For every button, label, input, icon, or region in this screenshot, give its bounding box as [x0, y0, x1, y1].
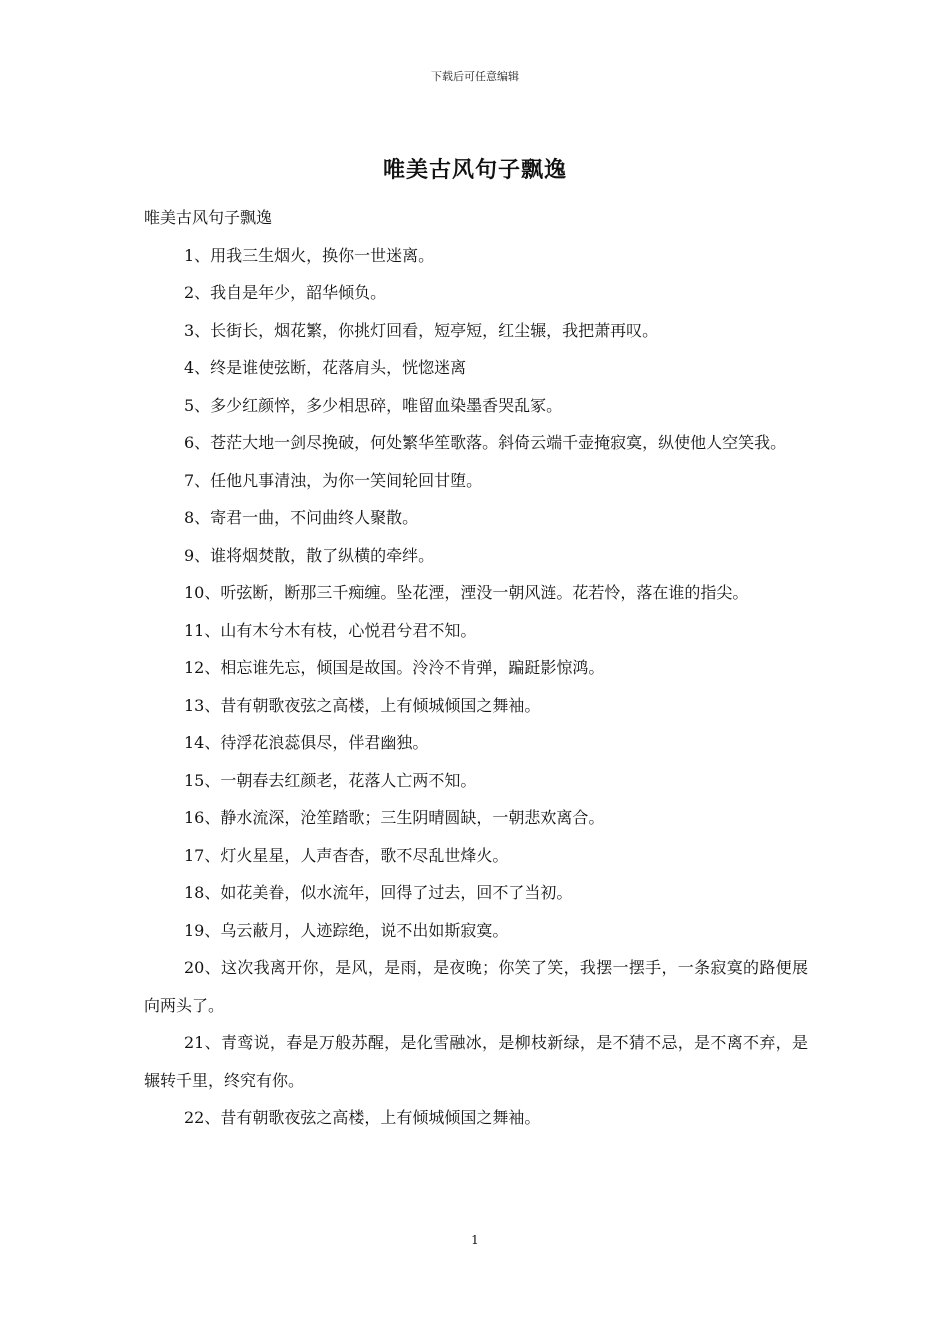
- document-title: 唯美古风句子飘逸: [382, 157, 567, 183]
- list-item: 17、灯火星星，人声杳杳，歌不尽乱世烽火。: [184, 845, 509, 865]
- list-item: 3、长街长，烟花繁，你挑灯回看，短亭短，红尘辗，我把萧再叹。: [184, 320, 659, 340]
- list-item: 15、一朝春去红颜老，花落人亡两不知。: [184, 770, 477, 790]
- list-item: 19、乌云蔽月，人迹踪绝，说不出如斯寂寞。: [184, 920, 509, 940]
- list-item: 10、听弦断，断那三千痴缠。坠花湮，湮没一朝风涟。花若怜，落在谁的指尖。: [184, 583, 749, 602]
- list-item: 2、我自是年少，韶华倾负。: [184, 283, 387, 302]
- header-note: 下载后可任意编辑: [431, 70, 519, 83]
- document-body: [144, 199, 808, 1137]
- list-item: 7、任他凡事清浊，为你一笑间轮回甘堕。: [184, 470, 483, 490]
- list-item: 6、苍茫大地一剑尽挽破，何处繁华笙歌落。斜倚云端千壶掩寂寞，纵使他人空笑我。: [184, 433, 787, 452]
- list-item: 22、昔有朝歌夜弦之高楼，上有倾城倾国之舞袖。: [184, 1108, 541, 1127]
- list-item: 11、山有木兮木有枝，心悦君兮君不知。: [184, 620, 477, 640]
- list-item: 5、多少红颜悴，多少相思碎，唯留血染墨香哭乱冢。: [184, 395, 563, 415]
- list-item: 13、昔有朝歌夜弦之高楼，上有倾城倾国之舞袖。: [184, 695, 541, 715]
- document-subtitle: 唯美古风句子飘逸: [144, 208, 273, 227]
- list-item: 14、待浮花浪蕊俱尽，伴君幽独。: [184, 733, 429, 752]
- list-item: 8、寄君一曲，不问曲终人聚散。: [184, 508, 419, 527]
- list-item: 21、青鸾说，春是万般苏醒，是化雪融冰，是柳枝新绿，是不猜不忌，是不离不弃，是辗转千里，终究有你。: [144, 1033, 808, 1090]
- list-item: 1、用我三生烟火，换你一世迷离。: [184, 245, 435, 265]
- list-item: 4、终是谁使弦断，花落肩头，恍惚迷离: [184, 358, 467, 377]
- list-item: 18、如花美眷，似水流年，回得了过去，回不了当初。: [184, 883, 573, 902]
- list-item: 9、谁将烟焚散，散了纵横的牵绊。: [184, 545, 435, 565]
- list-item: 16、静水流深，沧笙踏歌；三生阴晴圆缺，一朝悲欢离合。: [184, 808, 605, 827]
- list-item: 12、相忘谁先忘，倾国是故国。泠泠不肯弹，蹁跹影惊鸿。: [184, 658, 605, 677]
- list-item: 20、这次我离开你，是风，是雨，是夜晚；你笑了笑，我摆一摆手，一条寂寞的路便展向两头了。: [144, 958, 808, 1015]
- page-number: 1: [471, 1233, 479, 1247]
